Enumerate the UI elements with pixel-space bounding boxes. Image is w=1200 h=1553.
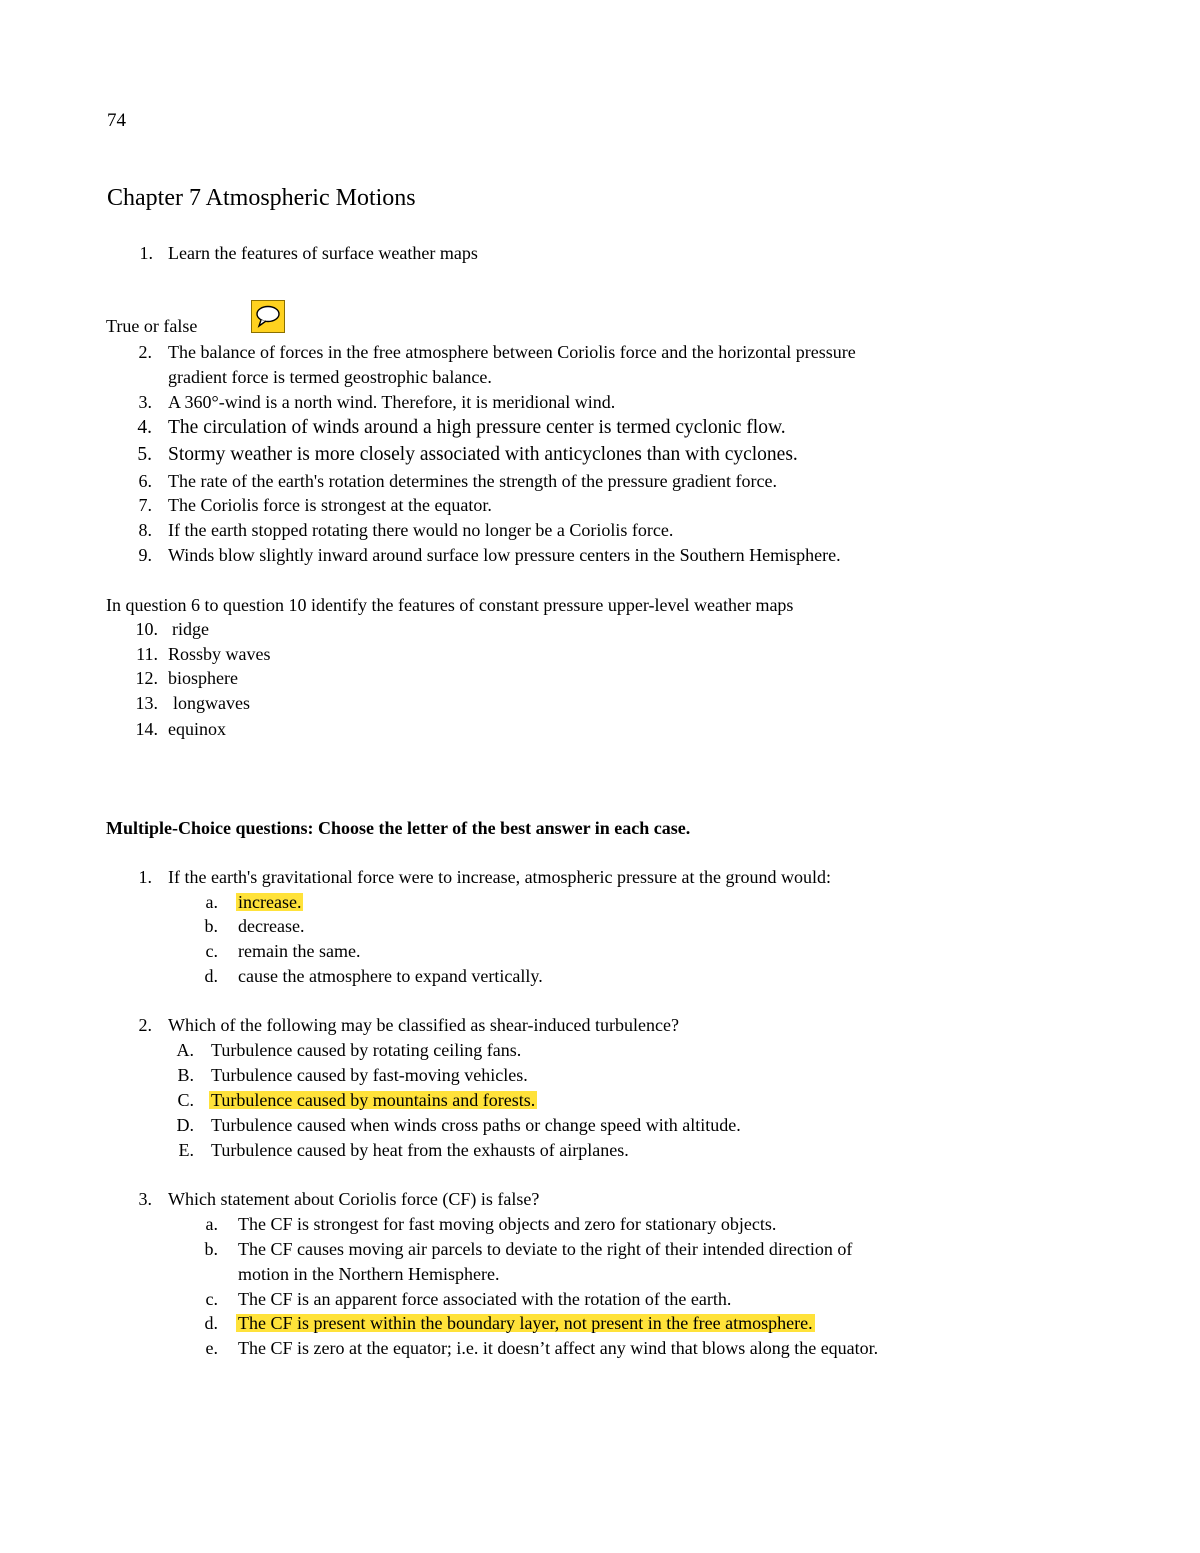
option-letter: B. — [177, 1065, 194, 1085]
item-text: The circulation of winds around a high pressure center is termed cyclonic flow. — [168, 417, 786, 438]
item-number: 4. — [137, 417, 152, 438]
option-text: The CF causes moving air parcels to deviate to the right of their intended direction of — [238, 1239, 853, 1259]
question-text: Which of the following may be classified as shear-induced turbulence? — [168, 1015, 679, 1035]
option-letter: A. — [176, 1040, 194, 1060]
item-text: Winds blow slightly inward around surface low pressure centers in the Southern Hemisphere. — [168, 545, 841, 565]
option-letter: b. — [204, 916, 218, 936]
item-text: The balance of forces in the free atmosphere between Coriolis force and the horizontal pressure — [168, 342, 856, 362]
option-text: decrease. — [238, 916, 305, 936]
identify-intro: In question 6 to question 10 identify the features of constant pressure upper-level weather maps — [106, 595, 794, 615]
question-number: 3. — [138, 1189, 152, 1209]
item-text: longwaves — [173, 693, 250, 713]
option-text-highlighted: increase. — [238, 892, 302, 912]
question-number: 1. — [138, 867, 152, 887]
item-text: The Coriolis force is strongest at the equator. — [168, 495, 492, 515]
option-letter: E. — [178, 1140, 194, 1160]
option-letter: C. — [177, 1090, 194, 1110]
speech-bubble-icon — [255, 304, 281, 329]
item-number: 14. — [135, 719, 158, 739]
item-number: 9. — [138, 545, 152, 565]
item-number: 11. — [136, 644, 158, 664]
option-text: remain the same. — [238, 941, 361, 961]
item-number: 8. — [138, 520, 152, 540]
item-text: A 360°-wind is a north wind. Therefore, it is meridional wind. — [168, 392, 616, 412]
option-text: cause the atmosphere to expand vertically. — [238, 966, 543, 986]
option-letter: a. — [205, 1214, 218, 1234]
item-text-continued: gradient force is termed geostrophic balance. — [168, 367, 492, 387]
item-number: 10. — [135, 619, 158, 639]
option-text-highlighted: Turbulence caused by mountains and forests. — [211, 1090, 536, 1110]
option-text: Turbulence caused by heat from the exhausts of airplanes. — [211, 1140, 629, 1160]
option-letter: D. — [176, 1115, 194, 1135]
objective-text: Learn the features of surface weather maps — [168, 243, 478, 263]
option-letter: a. — [205, 892, 218, 912]
item-number: 3. — [138, 392, 152, 412]
option-text-highlighted: The CF is present within the boundary layer, not present in the free atmosphere. — [238, 1313, 813, 1333]
question-text: If the earth's gravitational force were to increase, atmospheric pressure at the ground would: — [168, 867, 831, 887]
objective-number: 1. — [139, 243, 153, 263]
item-number: 6. — [138, 471, 152, 491]
item-text: Stormy weather is more closely associated with anticyclones than with cyclones. — [168, 444, 798, 465]
option-text-continued: motion in the Northern Hemisphere. — [238, 1264, 500, 1284]
item-text: The rate of the earth's rotation determines the strength of the pressure gradient force. — [168, 471, 778, 491]
item-text: equinox — [168, 719, 226, 739]
item-number: 5. — [137, 444, 152, 465]
option-letter: c. — [205, 941, 218, 961]
option-letter: e. — [205, 1338, 218, 1358]
option-text: The CF is strongest for fast moving objects and zero for stationary objects. — [238, 1214, 777, 1234]
item-text: biosphere — [168, 668, 238, 688]
chapter-title: Chapter 7 Atmospheric Motions — [107, 185, 416, 211]
option-letter: d. — [204, 1313, 218, 1333]
option-letter: b. — [204, 1239, 218, 1259]
item-number: 2. — [138, 342, 152, 362]
option-text: Turbulence caused by fast-moving vehicles. — [211, 1065, 528, 1085]
option-text: Turbulence caused when winds cross paths or change speed with altitude. — [211, 1115, 741, 1135]
option-text: The CF is an apparent force associated with the rotation of the earth. — [238, 1289, 732, 1309]
item-number: 7. — [138, 495, 152, 515]
option-letter: c. — [205, 1289, 218, 1309]
page-number: 74 — [107, 110, 126, 131]
item-text: ridge — [172, 619, 209, 639]
mc-heading: Multiple-Choice questions: Choose the letter of the best answer in each case. — [106, 818, 691, 838]
item-text: Rossby waves — [168, 644, 271, 664]
item-text: If the earth stopped rotating there would no longer be a Coriolis force. — [168, 520, 674, 540]
item-number: 12. — [135, 668, 158, 688]
true-false-label: True or false — [106, 316, 198, 336]
option-text: Turbulence caused by rotating ceiling fans. — [211, 1040, 522, 1060]
item-number: 13. — [135, 693, 158, 713]
option-letter: d. — [204, 966, 218, 986]
option-text: The CF is zero at the equator; i.e. it doesn’t affect any wind that blows along the equator. — [238, 1338, 879, 1358]
comment-icon[interactable] — [251, 300, 285, 333]
question-number: 2. — [138, 1015, 152, 1035]
question-text: Which statement about Coriolis force (CF) is false? — [168, 1189, 540, 1209]
